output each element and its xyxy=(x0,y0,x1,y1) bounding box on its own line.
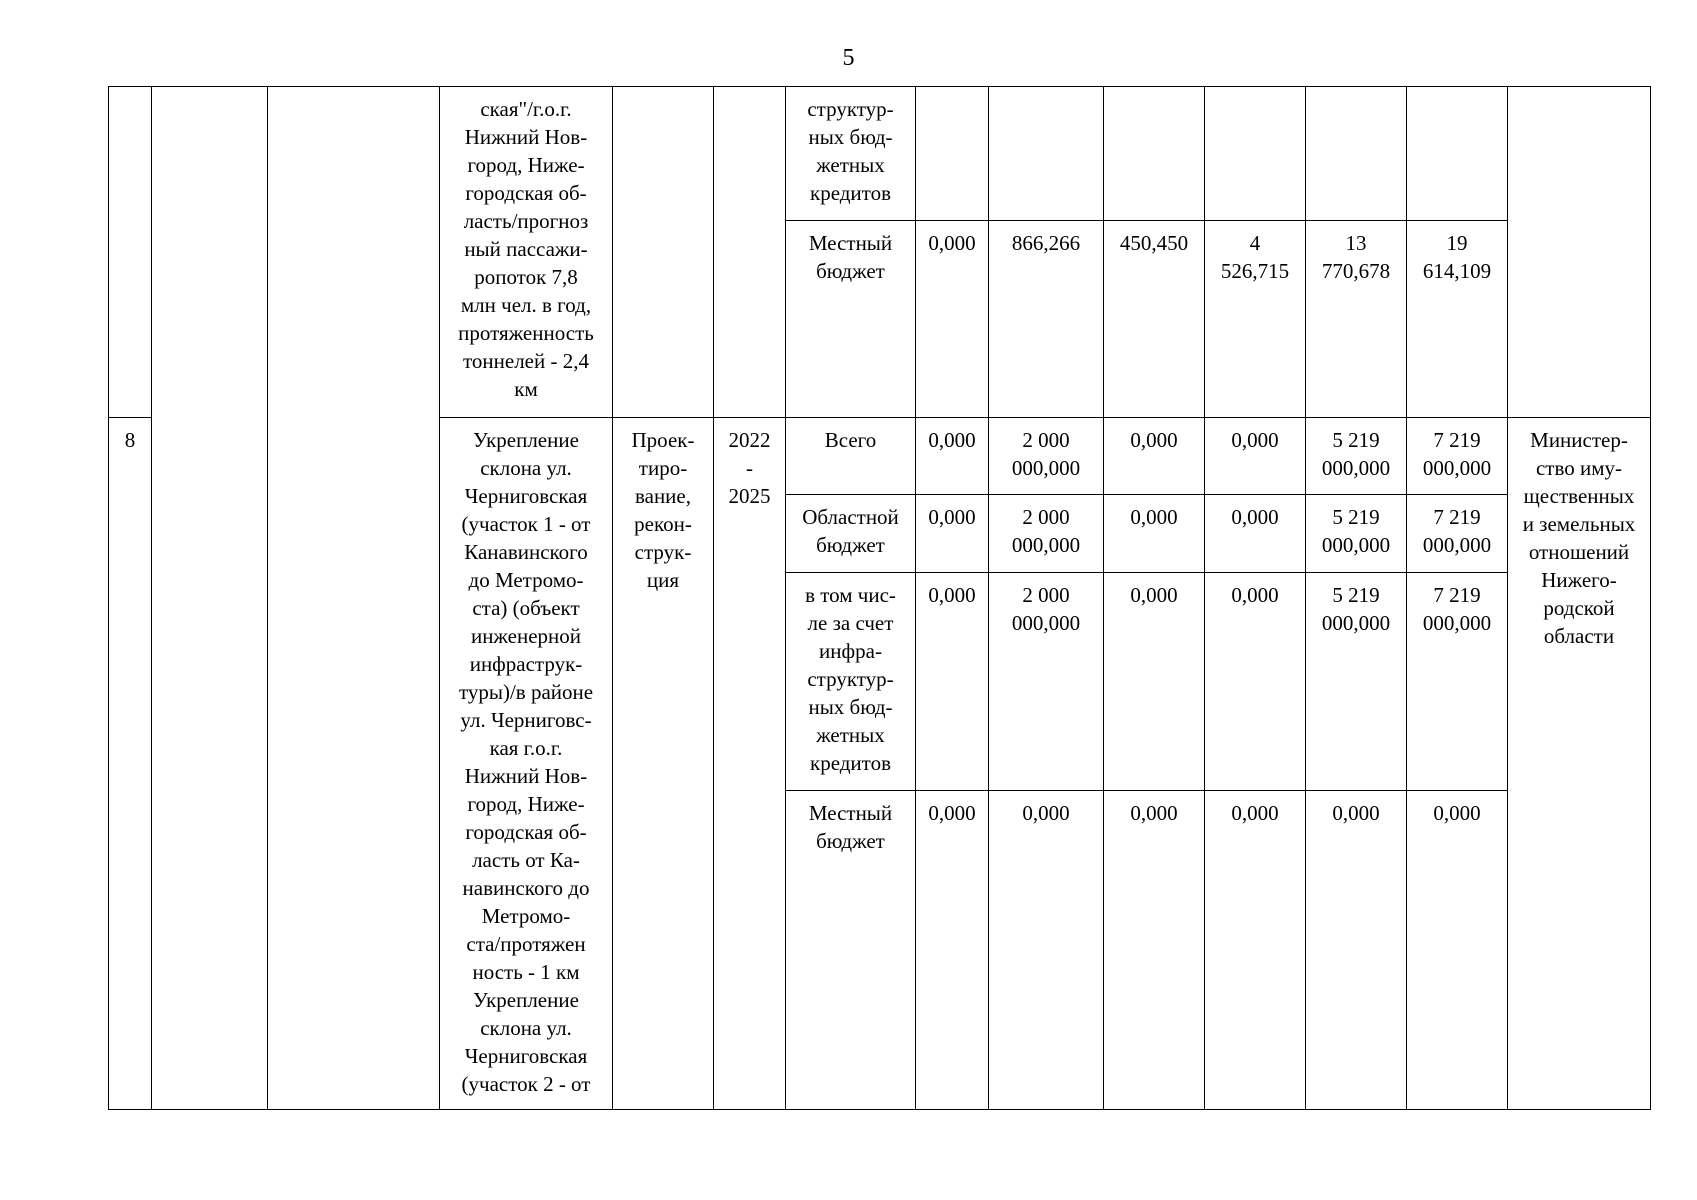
cell-line: ных бюд- xyxy=(808,125,893,149)
cell-line: (участок 1 - от xyxy=(461,512,591,536)
amount-cell xyxy=(1407,87,1508,221)
amount-cell xyxy=(1306,418,1407,495)
cell-line: км xyxy=(514,377,538,401)
cell-line: 0,000 xyxy=(1231,505,1279,529)
cell-line: 000,000 xyxy=(1422,456,1492,480)
amount-cell xyxy=(1205,495,1306,573)
cell-line: 0,000 xyxy=(928,428,976,452)
cell-line: 000,000 xyxy=(1011,611,1081,635)
period-cell xyxy=(714,418,786,1110)
funding-source-cell xyxy=(786,495,916,573)
cell-line: тиро- xyxy=(638,456,688,480)
cell-line: 000,000 xyxy=(1011,533,1081,557)
cell-line: Нижего- xyxy=(1541,568,1617,592)
cell-line: 0,000 xyxy=(1130,583,1178,607)
cell-line: городская об- xyxy=(465,181,587,205)
cell-line: 000,000 xyxy=(1422,611,1492,635)
cell-line: Министер- xyxy=(1530,428,1628,452)
cell-line: Местный xyxy=(808,801,893,825)
cell-line: протяженность xyxy=(458,321,594,345)
cell-line: Проек- xyxy=(631,428,695,452)
amount-cell xyxy=(1104,221,1205,418)
amount-cell xyxy=(1205,791,1306,1110)
cell-line: 2 000 xyxy=(1022,505,1070,529)
cell-line: бюджет xyxy=(816,259,885,283)
cell-line: Укрепление xyxy=(473,428,579,452)
cell-line: ропоток 7,8 xyxy=(474,265,578,289)
program-cell xyxy=(152,87,268,1110)
object-description-cell xyxy=(440,87,613,418)
cell-line: ция xyxy=(646,568,680,592)
cell-line xyxy=(920,95,984,123)
cell-line: ста/протяжен xyxy=(466,932,586,956)
amount-cell xyxy=(1306,573,1407,791)
cell-line: кредитов xyxy=(810,181,891,205)
cell-line: 0,000 xyxy=(928,583,976,607)
cell-line: 000,000 xyxy=(1321,533,1391,557)
cell-line: 13 xyxy=(1345,231,1367,255)
period-cell xyxy=(714,87,786,418)
cell-line: 0,000 xyxy=(928,801,976,825)
amount-cell xyxy=(989,495,1104,573)
cell-line: 000,000 xyxy=(1422,533,1492,557)
cell-line: городская об- xyxy=(465,820,587,844)
cell-line: 2022 xyxy=(728,428,771,452)
cell-line xyxy=(1411,95,1503,123)
amount-cell xyxy=(1104,418,1205,495)
amount-cell xyxy=(989,221,1104,418)
cell-line: инфра- xyxy=(819,639,882,663)
amount-cell xyxy=(916,418,989,495)
amount-cell xyxy=(1104,495,1205,573)
cell-line: 4 xyxy=(1249,231,1261,255)
cell-line: 0,000 xyxy=(1231,428,1279,452)
cell-line: 000,000 xyxy=(1321,611,1391,635)
work-type-cell xyxy=(613,418,714,1110)
amount-cell xyxy=(1407,573,1508,791)
funding-source-cell xyxy=(786,418,916,495)
cell-line: области xyxy=(1543,624,1615,648)
cell-line: 7 219 xyxy=(1433,428,1481,452)
amount-cell xyxy=(916,791,989,1110)
amount-cell xyxy=(1306,87,1407,221)
cell-line: ласть от Ка- xyxy=(472,848,580,872)
cell-line: 7 219 xyxy=(1433,505,1481,529)
cell-line: 2025 xyxy=(728,484,771,508)
cell-line: - xyxy=(746,456,753,480)
cell-line: ность - 1 км xyxy=(472,960,580,984)
amount-cell xyxy=(1306,791,1407,1110)
cell-line: ство иму- xyxy=(1535,456,1623,480)
amount-cell xyxy=(989,87,1104,221)
amount-cell xyxy=(916,221,989,418)
cell-line: ста) (объект xyxy=(472,596,580,620)
cell-line: 770,678 xyxy=(1321,259,1391,283)
row-number-cell xyxy=(109,87,152,418)
cell-line: туры)/в районе xyxy=(458,680,594,704)
cell-line xyxy=(993,95,1099,123)
work-type-cell xyxy=(613,87,714,418)
amount-cell xyxy=(989,573,1104,791)
cell-line: 5 219 xyxy=(1332,583,1380,607)
cell-line: бюджет xyxy=(816,533,885,557)
cell-line: Канавинского xyxy=(464,540,588,564)
cell-line: 0,000 xyxy=(1130,801,1178,825)
amount-cell xyxy=(1104,791,1205,1110)
cell-line: ул. Черниговс- xyxy=(460,708,592,732)
amount-cell xyxy=(916,495,989,573)
cell-line: щественных xyxy=(1523,484,1635,508)
cell-line: Местный xyxy=(808,231,893,255)
amount-cell xyxy=(1205,87,1306,221)
cell-line: 000,000 xyxy=(1011,456,1081,480)
cell-line: 5 219 xyxy=(1332,505,1380,529)
cell-line: родской xyxy=(1543,596,1615,620)
amount-cell xyxy=(1205,221,1306,418)
cell-line: 866,266 xyxy=(1011,231,1081,255)
cell-line: и земельных xyxy=(1522,512,1636,536)
cell-line: вание, xyxy=(634,484,691,508)
cell-line: 0,000 xyxy=(1433,801,1481,825)
amount-cell xyxy=(1407,418,1508,495)
amount-cell xyxy=(1306,221,1407,418)
table-row xyxy=(109,87,1651,221)
cell-line xyxy=(1108,95,1200,123)
responsible-cell xyxy=(1508,87,1651,418)
cell-line: склона ул. xyxy=(480,456,572,480)
funding-table xyxy=(108,86,1651,1110)
amount-cell xyxy=(989,418,1104,495)
cell-line xyxy=(920,123,984,151)
cell-line: 0,000 xyxy=(1130,428,1178,452)
amount-cell xyxy=(989,791,1104,1110)
cell-line: 450,450 xyxy=(1119,231,1189,255)
cell-line: 19 xyxy=(1446,231,1468,255)
cell-line: ный пассажи- xyxy=(464,237,588,261)
cell-line: ласть/прогноз xyxy=(463,209,589,233)
cell-line: до Метромо- xyxy=(468,568,584,592)
object-description-cell xyxy=(440,418,613,1110)
cell-line: Метромо- xyxy=(481,904,571,928)
cell-line: в том чис- xyxy=(805,583,896,607)
cell-line: бюджет xyxy=(816,829,885,853)
cell-line: структур- xyxy=(807,667,894,691)
row-number-cell: 8 xyxy=(109,418,152,1110)
page-number: 5 xyxy=(842,45,855,71)
funding-source-cell xyxy=(786,87,916,221)
funding-source-cell xyxy=(786,221,916,418)
cell-line: 0,000 xyxy=(928,231,976,255)
amount-cell xyxy=(1104,573,1205,791)
cell-line: жетных xyxy=(816,723,885,747)
cell-line: навинского до xyxy=(462,876,590,900)
amount-cell xyxy=(1205,418,1306,495)
amount-cell xyxy=(1205,573,1306,791)
cell-line: город, Ниже- xyxy=(467,792,585,816)
cell-line: тоннелей - 2,4 xyxy=(463,349,589,373)
cell-line: струк- xyxy=(634,540,692,564)
amount-cell xyxy=(1104,87,1205,221)
cell-line: 0,000 xyxy=(1332,801,1380,825)
cell-line: 000,000 xyxy=(1321,456,1391,480)
amount-cell xyxy=(1407,221,1508,418)
cell-line: кая г.о.г. xyxy=(489,736,563,760)
cell-line: (участок 2 - от xyxy=(461,1072,591,1096)
cell-line: Нижний Нов- xyxy=(464,764,588,788)
cell-line: 5 219 xyxy=(1332,428,1380,452)
cell-line: Областной xyxy=(802,505,899,529)
cell-line: отношений xyxy=(1528,540,1630,564)
cell-line: 0,000 xyxy=(1022,801,1070,825)
cell-line: склона ул. xyxy=(480,1016,572,1040)
cell-line: 0,000 xyxy=(1231,801,1279,825)
cell-line: город, Ниже- xyxy=(467,153,585,177)
cell-line: 7 219 xyxy=(1433,583,1481,607)
cell-line: 2 000 xyxy=(1022,583,1070,607)
cell-line: структур- xyxy=(807,97,894,121)
cell-line: Укрепление xyxy=(473,988,579,1012)
cell-line: Черниговская xyxy=(464,1044,588,1068)
cell-line: 2 000 xyxy=(1022,428,1070,452)
funding-source-cell xyxy=(786,791,916,1110)
cell-line: кредитов xyxy=(810,751,891,775)
cell-line: ле за счет xyxy=(807,611,894,635)
responsible-cell xyxy=(1508,418,1651,1110)
cell-line: 0,000 xyxy=(928,505,976,529)
cell-line: Всего xyxy=(824,428,877,452)
amount-cell xyxy=(916,573,989,791)
cell-line: 0,000 xyxy=(1231,583,1279,607)
cell-line: 0,000 xyxy=(1130,505,1178,529)
cell-line: 614,109 xyxy=(1422,259,1492,283)
amount-cell xyxy=(916,87,989,221)
cell-line: рекон- xyxy=(634,512,692,536)
amount-cell xyxy=(1407,495,1508,573)
cell-line: Черниговская xyxy=(464,484,588,508)
cell-line xyxy=(1209,95,1301,123)
cell-line: Нижний Нов- xyxy=(464,125,588,149)
cell-line: 526,715 xyxy=(1220,259,1290,283)
cell-line: ская"/г.о.г. xyxy=(480,97,572,121)
cell-line: ных бюд- xyxy=(808,695,893,719)
cell-line: инженерной xyxy=(470,624,582,648)
funding-source-cell xyxy=(786,573,916,791)
cell-line xyxy=(1310,95,1402,123)
cell-line: млн чел. в год, xyxy=(460,293,592,317)
cell-line: инфраструк- xyxy=(469,652,583,676)
cell-line: жетных xyxy=(816,153,885,177)
section-cell xyxy=(268,87,440,1110)
amount-cell xyxy=(1306,495,1407,573)
amount-cell xyxy=(1407,791,1508,1110)
